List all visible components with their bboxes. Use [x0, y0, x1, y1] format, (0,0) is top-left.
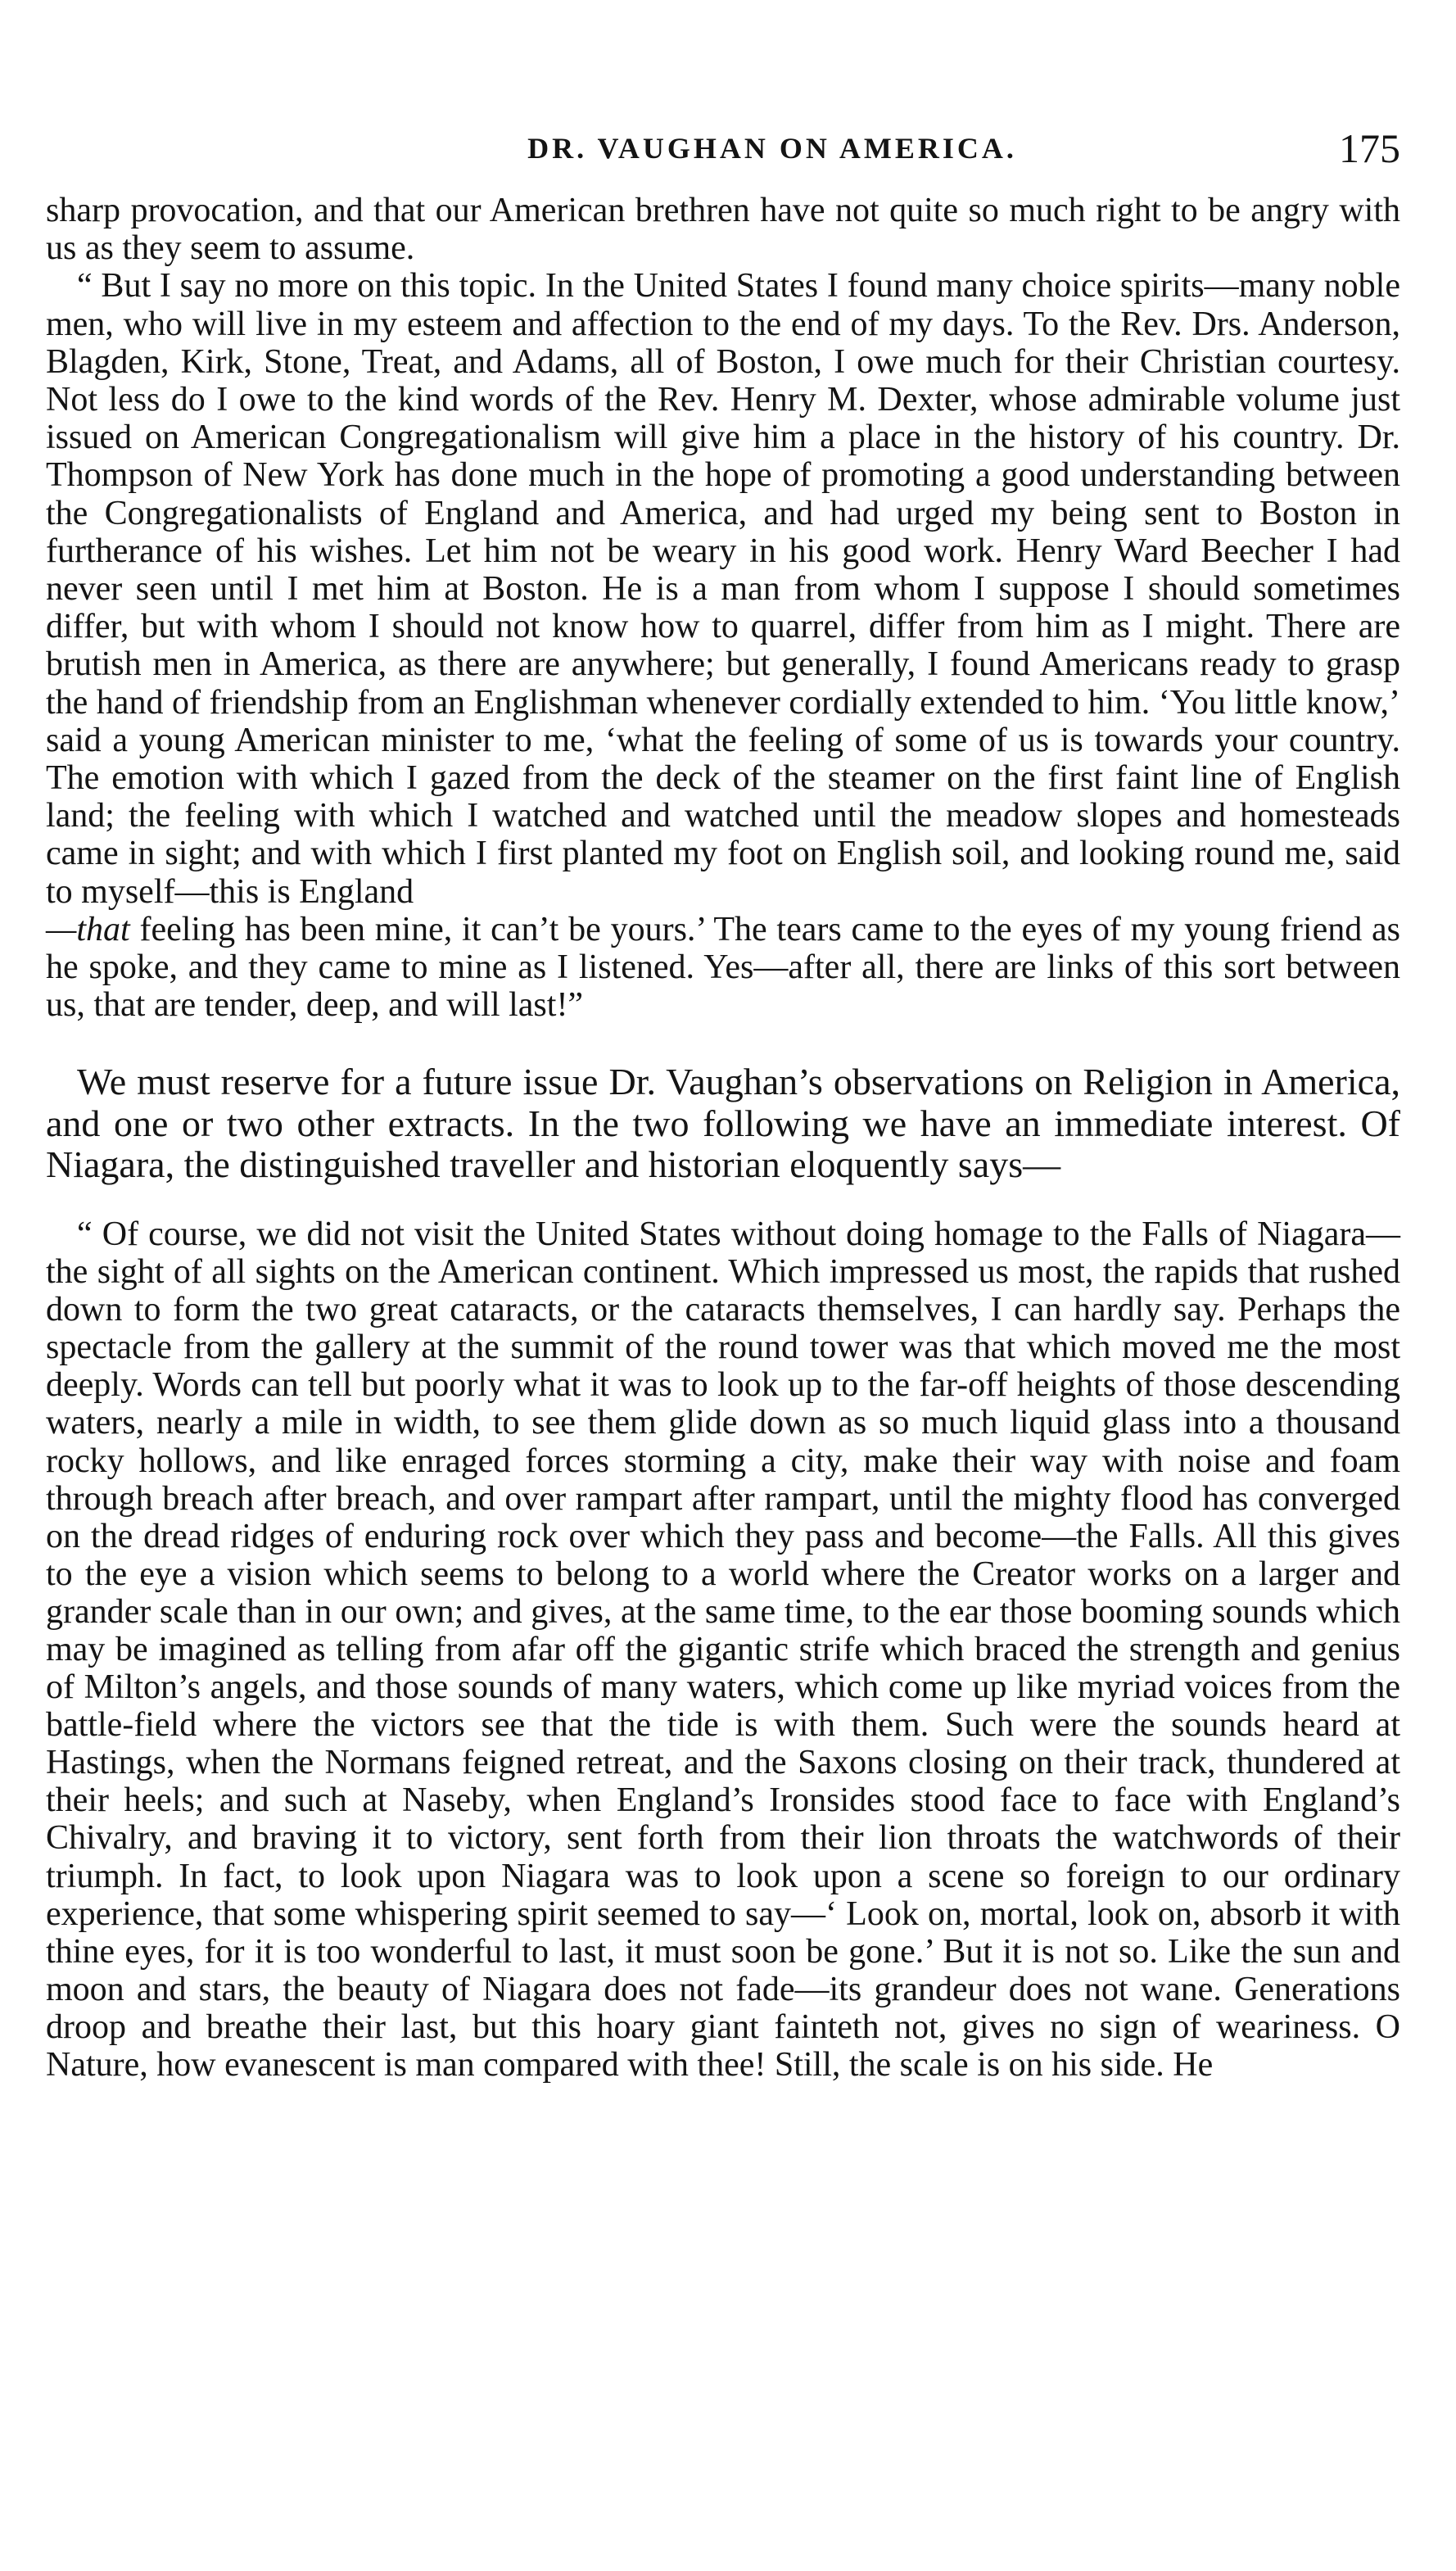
- page-number: 175: [1339, 125, 1400, 171]
- quote2-paragraph-1: “ Of course, we did not visit the United States without doing homage to the Falls of Niagara—the sight of all sights on the American continent. Which impressed us most, the rapids that rushed down to form the two great cataracts, or the cataracts themselves, I can hardly say. Perhaps the spectacle from the gallery at the summit of the round tower was that which moved me the most deeply. Words can tell but poorly what it was to look up to the far-off heights of those descending waters, nearly a mile in width, to see them glide down as so much liquid glass into a thousand rocky hollows, and like enraged forces storming a city, make their way with noise and foam through breach after breach, and over rampart after rampart, until the mighty flood has converged on the dread ridges of enduring rock over which they pass and become—the Falls. All this gives to the eye a vision which seems to belong to a world where the Creator works on a larger and grander scale than in our own; and gives, at the same time, to the ear those booming sounds which may be imagined as telling from afar off the gigantic strife which braced the strength and genius of Milton’s angels, and those sounds of many waters, which come up like myriad voices from the battle-field where the victors see that the tide is with them. Such were the sounds heard at Hastings, when the Normans feigned retreat, and the Saxons closing on their track, thundered at their heels; and such at Naseby, when England’s Ironsides stood face to face with England’s Chivalry, and braving it to victory, sent forth from their lion throats the watchwords of their triumph. In fact, to look upon Niagara was to look upon a scene so foreign to our ordinary experience, that some whispering spirit seemed to say—‘ Look on, mortal, look on, absorb it with thine eyes, for it is too wonderful to last, it must soon be gone.’ But it is not so. Like the sun and moon and stars, the beauty of Niagara does not fade—its grandeur does not wane. Generations droop and breathe their last, but this hoary giant fainteth not, gives no sign of weariness. O Nature, how evanescent is man compared with thee! Still, the scale is on his side. He: [46, 1215, 1400, 2084]
- quote1-paragraph-1: sharp provocation, and that our American brethren have not quite so much right to be angry with us as they seem to assume.: [46, 192, 1400, 268]
- body-paragraph: [46, 1061, 1400, 1186]
- book-page: [46, 123, 1400, 2084]
- body-paragraph-1: We must reserve for a future issue Dr. Vaughan’s observations on Religion in America, and one or two other extracts. In the two following we have an immediate interest. Of Niagara, the distinguished traveller and historian eloquently says—: [46, 1061, 1400, 1186]
- quoted-passage-2: [46, 1215, 1400, 2084]
- running-head: DR. VAUGHAN ON AMERICA.: [527, 132, 1017, 165]
- page-header: [46, 123, 1400, 180]
- quote1-paragraph-2-text: “ But I say no more on this topic. In the United States I found many choice spirits—many noble men, who will live in my esteem and affection to the end of my days. To the Rev. Drs. Anderson, Blagden, Kirk, Stone, Treat, and Adams, all of Boston, I owe much for their Christian courtesy. Not less do I owe to the kind words of the Rev. Henry M. Dexter, whose admirable volume just issued on American Congregationalism will give him a place in the history of his country. Dr. Thompson of New York has done much in the hope of promoting a good understanding between the Congregationalists of England and America, and had urged my being sent to Boston in furtherance of his wishes. Let him not be weary in his good work. Henry Ward Beecher I had never seen until I met him at Boston. He is a man from whom I suppose I should sometimes differ, but with whom I should not know how to quarrel, differ from him as I might. There are brutish men in America, as there are anywhere; but generally, I found Americans ready to grasp the hand of friendship from an Englishman whenever cordially extended to him. ‘You little know,’ said a young American minister to me, ‘what the feeling of some of us is towards your country. The emotion with which I gazed from the deck of the steamer on the first faint line of English land; the feeling with which I watched and watched until the meadow slopes and homesteads came in sight; and with which I first planted my foot on English soil, and looking round me, said to myself—this is England: [46, 267, 1400, 911]
- quoted-passage-1: [46, 192, 1400, 1024]
- quote1-paragraph-2: [46, 267, 1400, 1024]
- quote1-emphasis: —that: [46, 910, 130, 948]
- quote1-paragraph-2-end: feeling has been mine, it can’t be yours.’ The tears came to the eyes of my young friend as he spoke, and they came to mine as I listened. Yes—after all, there are links of this sort between us, that are tender, deep, and will last!”: [46, 910, 1400, 1025]
